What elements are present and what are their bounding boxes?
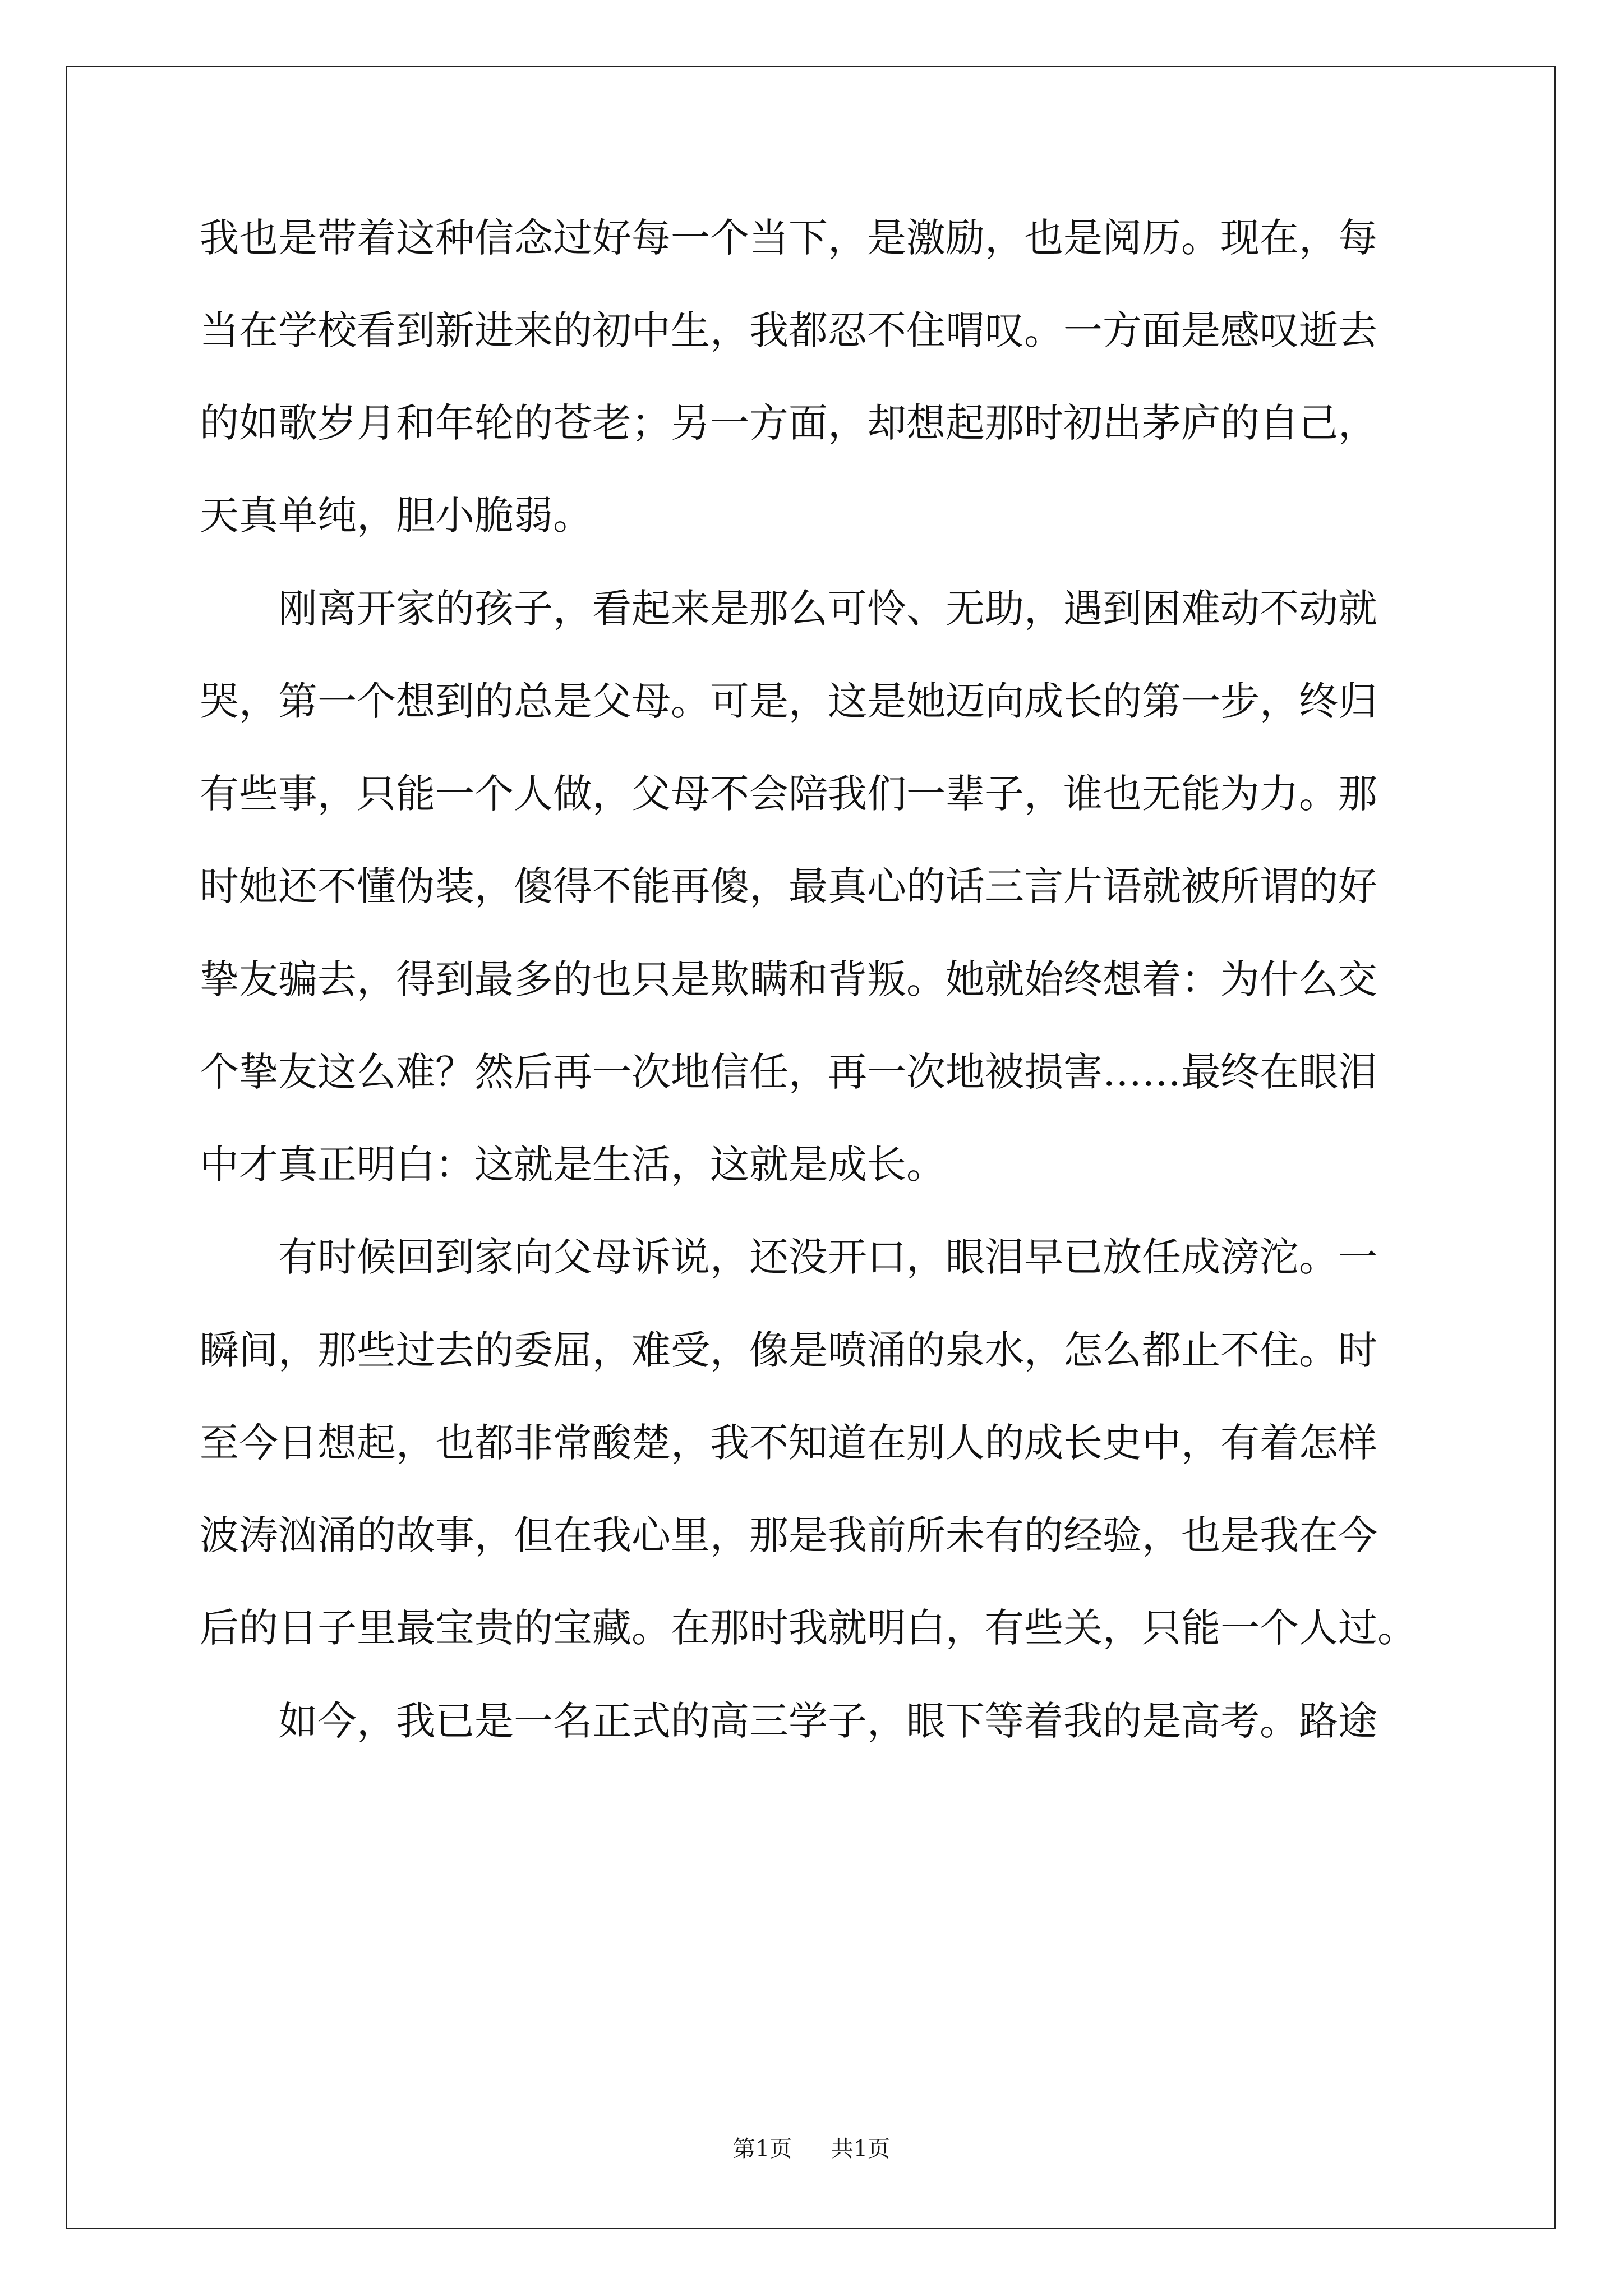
text-line: 如今，我已是一名正式的高三学子，眼下等着我的是高考。路途 bbox=[200, 1698, 1377, 1744]
page-footer bbox=[0, 2135, 1623, 2163]
text-line: 个挚友这么难？然后再一次地信任，再一次地被损害……最终在眼泪 bbox=[200, 1049, 1377, 1095]
text-line: 的如歌岁月和年轮的苍老；另一方面，却想起那时初出茅庐的自己， bbox=[200, 400, 1377, 446]
text-line: 当在学校看到新进来的初中生，我都忍不住喟叹。一方面是感叹逝去 bbox=[200, 307, 1377, 353]
text-line: 波涛汹涌的故事，但在我心里，那是我前所未有的经验，也是我在今 bbox=[200, 1512, 1377, 1558]
text-line: 时她还不懂伪装，傻得不能再傻，最真心的话三言片语就被所谓的好 bbox=[200, 863, 1377, 909]
page-total: 共1页 bbox=[831, 2136, 891, 2162]
page-number: 第1页 bbox=[732, 2136, 792, 2162]
text-line: 后的日子里最宝贵的宝藏。在那时我就明白，有些关，只能一个人过。 bbox=[200, 1605, 1417, 1651]
text-line: 有时候回到家向父母诉说，还没开口，眼泪早已放任成滂沱。一 bbox=[200, 1234, 1377, 1280]
text-line: 哭，第一个想到的总是父母。可是，这是她迈向成长的第一步，终归 bbox=[200, 678, 1377, 724]
text-line: 我也是带着这种信念过好每一个当下，是激励，也是阅历。现在，每 bbox=[200, 215, 1377, 261]
text-line: 挚友骗去，得到最多的也只是欺瞒和背叛。她就始终想着：为什么交 bbox=[200, 956, 1377, 1002]
text-line: 刚离开家的孩子，看起来是那么可怜、无助，遇到困难动不动就 bbox=[200, 586, 1377, 632]
text-line: 中才真正明白：这就是生活，这就是成长。 bbox=[200, 1142, 946, 1188]
text-line: 有些事，只能一个人做，父母不会陪我们一辈子，谁也无能为力。那 bbox=[200, 771, 1377, 817]
text-line: 至今日想起，也都非常酸楚，我不知道在别人的成长史中，有着怎样 bbox=[200, 1420, 1377, 1466]
text-line: 天真单纯，胆小脆弱。 bbox=[200, 493, 592, 539]
text-line: 瞬间，那些过去的委屈，难受，像是喷涌的泉水，怎么都止不住。时 bbox=[200, 1327, 1377, 1373]
